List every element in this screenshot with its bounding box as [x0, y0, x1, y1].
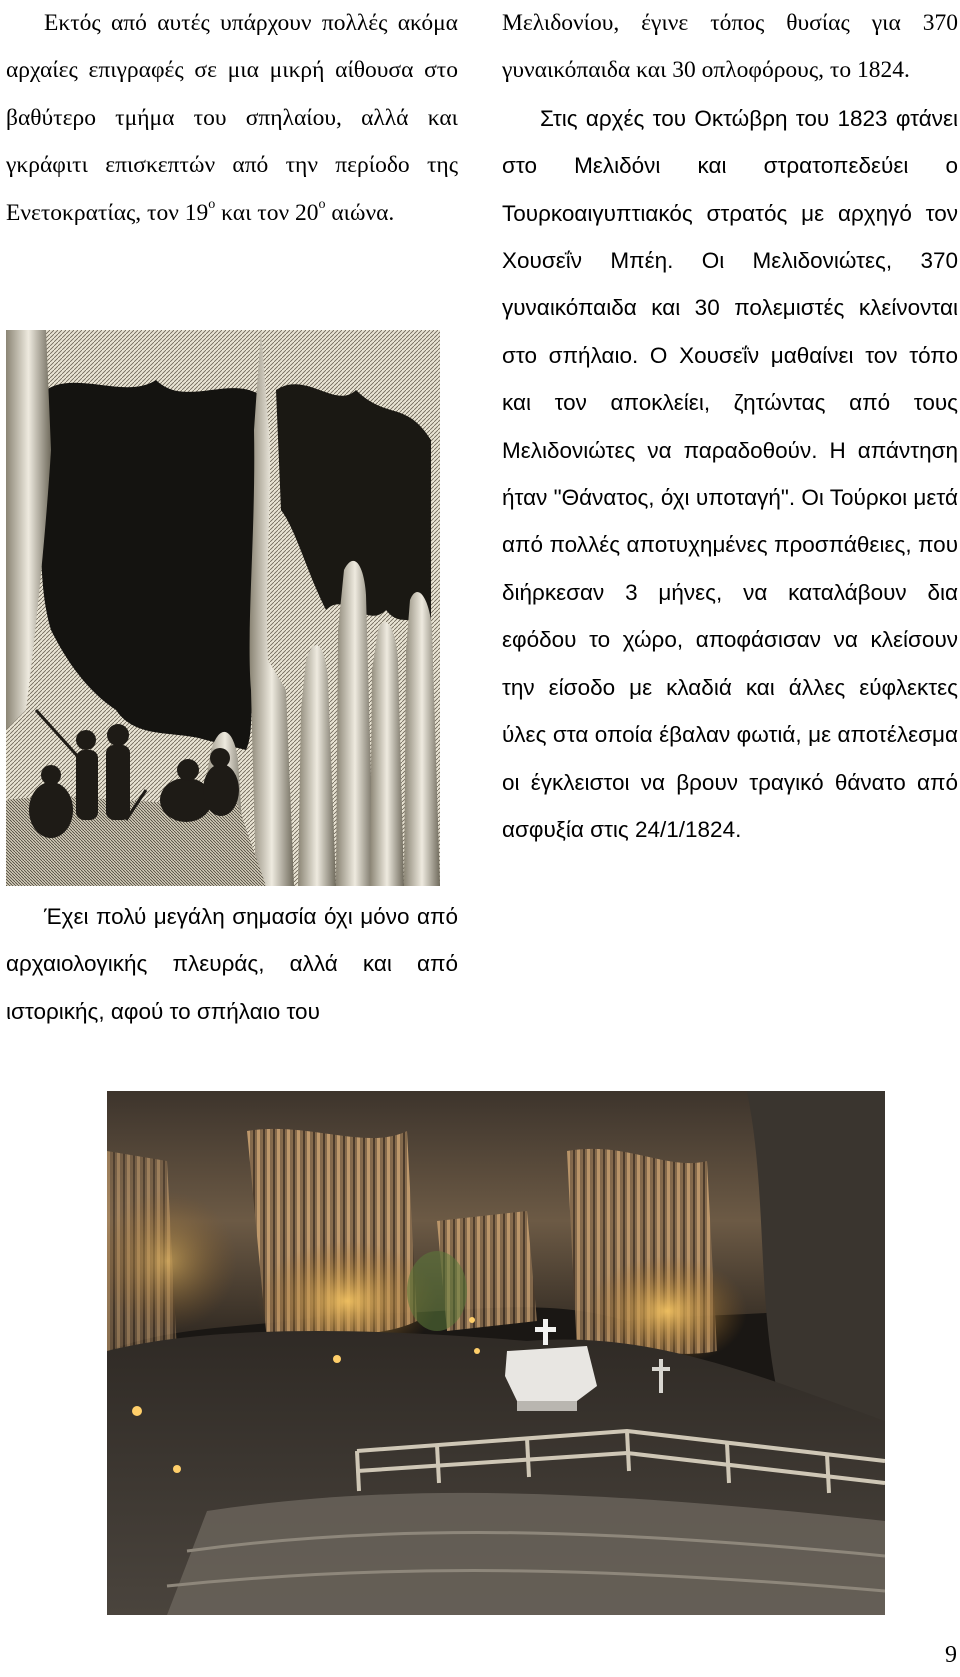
paragraph-history: Στις αρχές του Οκτώβρη του 1823 φτάνει στο Μελιδόνι και στρατοπεδεύει ο Τουρκοαιγυπτιακός στρατός με αρχηγό τον Χουσεΐν Μπέη. Οι Μελιδονιώτες, 370 γυναικόπαιδα και 30 πολεμιστές κλείνονται στο σπήλαιο. Ο Χουσεΐν μαθαίνει τον τόπο και τον αποκλείει, ζητώντας από τους Μελιδονιώτες να παραδοθούν. Η απάντηση ήταν "Θάνατος, όχι υποταγή". Οι Τούρκοι μετά από πολλές αποτυχημένες προσπάθειες, που διήρκεσαν 3 μήνες, να καταλάβουν δια εφόδου το χώρο, αποφάσισαν να κλείσουν την είσοδο με κλαδιά και άλλες εύφλεκτες ύλες στα οποία έβαλαν φωτιά, με αποτέλεσμα οι έγκλειστοι να βρουν τραγικό θάνατο από ασφυξία στις 24/1/1824.	[502, 105, 958, 842]
inscriptions-text: Εκτός από αυτές υπάρχουν πολλές ακόμα αρχαίες επιγραφές σε μια μικρή αίθουσα στο βαθύτερο τμήμα του σπηλαίου, αλλά και γκράφιτι επισκεπτών από την περίοδο της Ενετοκρατίας, τον 19	[6, 10, 458, 226]
inscriptions-text-end: αιώνα.	[325, 199, 395, 226]
paragraph-inscriptions	[6, 0, 458, 237]
superscript-ordinal: ο	[208, 196, 216, 212]
left-column-bottom-text	[6, 893, 458, 1035]
left-column-top-text	[6, 0, 458, 237]
cave-interior-photo	[107, 1091, 885, 1615]
superscript-ordinal: ο	[318, 196, 326, 212]
paragraph-significance: Έχει πολύ μεγάλη σημασία όχι μόνο από αρχαιολογικής πλευράς, αλλά και από ιστορικής, αφού το σπήλαιο του	[6, 904, 458, 1024]
right-column-text	[502, 0, 958, 853]
page-number: 9	[945, 1642, 957, 1668]
paragraph-sacrifice: Μελιδονίου, έγινε τόπος θυσίας για 370 γυναικόπαιδα και 30 οπλοφόρους, το 1824.	[502, 10, 958, 84]
cave-engraving-image	[6, 330, 440, 886]
inscriptions-text-mid: και τον 20	[215, 199, 319, 226]
